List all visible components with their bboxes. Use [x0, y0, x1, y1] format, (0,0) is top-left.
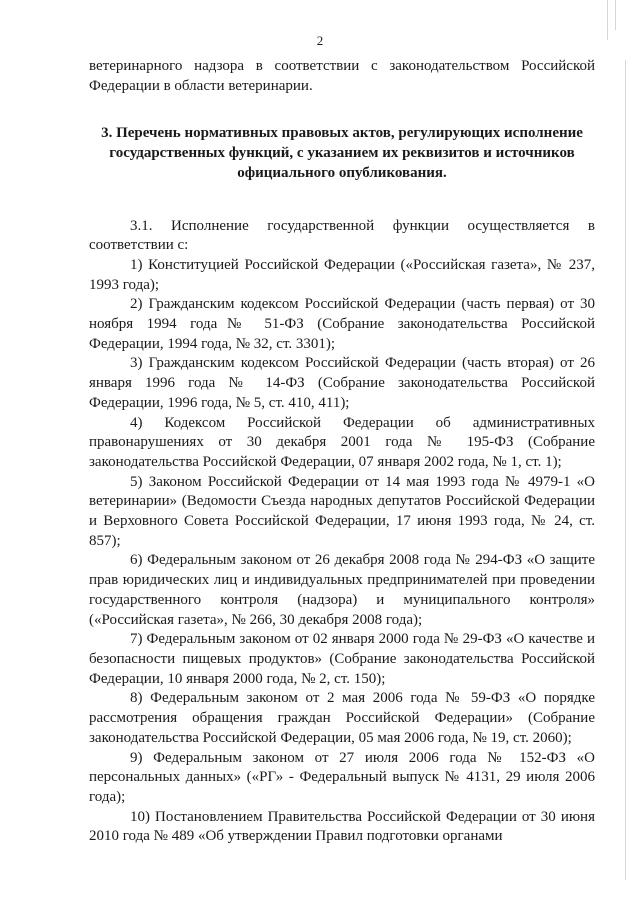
scan-edge-marks: [590, 0, 630, 905]
intro-paragraph: ветеринарного надзора в соответствии с законодательством Российской Федерации в области ветеринарии.: [89, 58, 595, 94]
list-item-constitution: 1) Конституцией Российской Федерации («Российская газета», № 237, 1993 года);: [89, 256, 595, 293]
list-item-administrative-code: 4) Кодексом Российской Федерации об административных правонарушениях от 30 декабря 2001 года № 195-ФЗ (Собрание законодательства Российской Федерации, 07 января 2002 года, № 1, ст. 1);: [89, 414, 595, 470]
list-item-veterinary-law: 5) Законом Российской Федерации от 14 мая 1993 года № 4979-1 «О ветеринарии» (Ведомости Съезда народных депутатов Российской Федерации и Верховного Совета Российской Федерации, 17 июня 1993 года, № 24, ст. 857);: [89, 473, 595, 549]
list-item-resolution-489: 10) Постановлением Правительства Российской Федерации от 30 июня 2010 года № 489 «Об утверждении Правил подготовки органами: [89, 808, 595, 845]
document-body: [89, 57, 595, 847]
list-intro-paragraph: 3.1. Исполнение государственной функции осуществляется в соответствии с:: [89, 217, 595, 254]
page-number: 2: [316, 33, 324, 48]
list-item-law-152: 9) Федеральным законом от 27 июля 2006 года № 152-ФЗ «О персональных данных» («РГ» - Федеральный выпуск № 4131, 29 июля 2006 года);: [89, 749, 595, 805]
list-item-law-59: 8) Федеральным законом от 2 мая 2006 года № 59-ФЗ «О порядке рассмотрения обращения граждан Российской Федерации» (Собрание законодательства Российской Федерации, 05 мая 2006 года, № 19, ст. 2060);: [89, 690, 595, 746]
list-item-civil-code-part-1: 2) Гражданским кодексом Российской Федерации (часть первая) от 30 ноября 1994 года№ 51-ФЗ (Собрание законодательства Российской Федерации, 1994 года, № 32, ст. 3301);: [89, 296, 595, 352]
section-heading: 3. Перечень нормативных правовых актов, регулирующих исполнение государственных функций, с указанием их реквизитов и источников официального опубликования.: [101, 125, 583, 181]
list-item-law-29: 7) Федеральным законом от 02 января 2000 года № 29-ФЗ «О качестве и безопасности пищевых продуктов» (Собрание законодательства Российской Федерации, 10 января 2000 года, № 2, ст. 150);: [89, 631, 595, 687]
list-item-law-294: 6) Федеральным законом от 26 декабря 2008 года № 294-ФЗ «О защите прав юридических лиц и индивидуальных предпринимателей при проведении государственного контроля (надзора) и муниципального контроля» («Российская газета», № 266, 30 декабря 2008 года);: [89, 552, 595, 628]
list-item-civil-code-part-2: 3) Гражданским кодексом Российской Федерации (часть вторая) от 26 января 1996 года № 14-ФЗ (Собрание законодательства Российской Федерации, 1996 года, № 5, ст. 410, 411);: [89, 355, 595, 411]
